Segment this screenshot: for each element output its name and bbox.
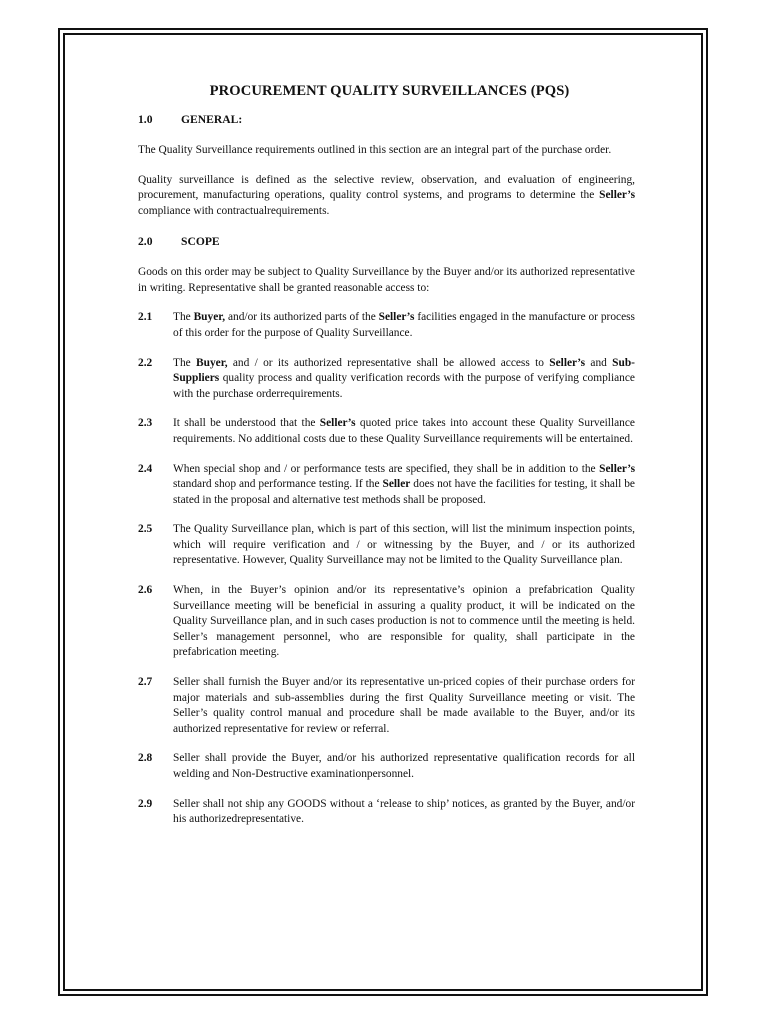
bold-run: Seller’s [319,417,356,430]
section-title: SCOPE [181,234,220,248]
text-run: and [585,356,613,369]
bold-run: Buyer, [193,311,226,324]
clause-2-2 [138,356,635,403]
clause-text [173,416,635,447]
text-run: does not have the facilities for testing, it shall be stated in the proposal and alternative test methods shall be proposed. [173,478,635,506]
bold-run: Sub-Suppliers [173,356,635,385]
bold-run: Seller’s [599,189,635,202]
clause-2-7 [138,675,635,737]
text-run: facilities engaged in the manufacture or process of this order for the purpose of Quality Surveillance. [173,311,635,339]
document-title: PROCUREMENT QUALITY SURVEILLANCES (PQS) [209,83,570,99]
clause-text [173,462,635,509]
clause-number: 2.1 [138,311,153,324]
text-run: quoted price takes into account these Quality Surveillance requirements. No additional costs due to these Quality Surveillance requirements will be entertained. [173,417,635,445]
section-title: GENERAL: [181,112,243,126]
clause-text: Seller shall not ship any GOODS without a ‘release to ship’ notices, as granted by the Buyer, and/or his authorizedrepresentative. [173,797,635,826]
text-run: compliance with contractualrequirements. [138,204,330,217]
text-run: It shall be understood that the [173,417,320,430]
text-run: Quality surveillance is defined as the selective review, observation, and evaluation of engineering, procurement, manufacturing operations, quality control systems, and programs to determine the [138,173,635,202]
bold-run: Seller’s [378,311,415,324]
clause-number: 2.2 [138,356,153,369]
clause-2-5 [138,522,635,569]
bold-run: Seller’s [599,462,635,475]
bold-run: Seller’s [549,356,586,369]
text-run: standard shop and performance testing. If the [173,478,383,491]
clause-2-3 [138,416,635,447]
clause-text: The Quality Surveillance plan, which is part of this section, will list the minimum inspection points, which will require verification and / or witnessing by the Buyer, and / or its authorized representative. However, Quality Surveillance may not be limited to the Quality Surveillance plan. [173,523,635,567]
scope-intro: Goods on this order may be subject to Quality Surveillance by the Buyer and/or its authorized representative in writing. Representative shall be granted reasonable access to: [138,266,635,294]
bold-run: Seller [382,478,411,491]
clause-2-8 [138,751,635,782]
clause-number: 2.9 [138,797,153,810]
section-number: 2.0 [138,234,153,248]
clause-text [173,356,635,403]
document-body [138,84,635,842]
text-run: The [173,356,197,369]
section-heading-general [138,112,635,128]
general-paragraph-2 [138,173,635,220]
clause-number: 2.5 [138,523,153,536]
clause-number: 2.6 [138,584,153,597]
text-run: quality process and quality verification records with the purpose of verifying compliance with the purchase orderrequirements. [173,372,635,400]
clause-text: Seller shall provide the Buyer, and/or his authorized representative qualification records for all welding and Non-Destructive examinationpersonnel. [173,752,635,780]
clause-text: Seller shall furnish the Buyer and/or its representative un-priced copies of their purchase orders for major materials and sub-assemblies during the first Quality Surveillance meeting or visit. The Seller’s quality control manual and procedure shall be made available to the Buyer, and/or its authorized representative for review or referral. [173,676,635,735]
general-paragraph-1: The Quality Surveillance requirements outlined in this section are an integral part of the purchase order. [138,144,612,157]
section-number: 1.0 [138,112,153,126]
clause-number: 2.7 [138,676,153,689]
clause-number: 2.8 [138,752,153,765]
text-run: and / or its authorized representative shall be allowed access to [227,356,550,369]
text-run: The [173,311,194,324]
text-run: When special shop and / or performance tests are specified, they shall be in addition to the [173,462,600,475]
section-heading-scope [138,234,635,250]
clause-text: When, in the Buyer’s opinion and/or its representative’s opinion a prefabrication Quality Surveillance meeting will be beneficial in assuring a quality product, it will be indicated on the Quality Surveillance plan, and in such cases production is not to commence until the meeting is held. Seller’s management personnel, who are responsible for quality, shall participate in the prefabrication meeting. [173,584,635,659]
bold-run: Buyer, [196,356,228,369]
text-run: and/or its authorized parts of the [225,311,379,324]
clause-number: 2.3 [138,417,153,430]
clause-2-6 [138,583,635,661]
clause-2-1 [138,310,635,341]
clause-2-4 [138,462,635,509]
clause-text [173,310,635,341]
clause-number: 2.4 [138,462,153,475]
clause-2-9 [138,797,635,828]
